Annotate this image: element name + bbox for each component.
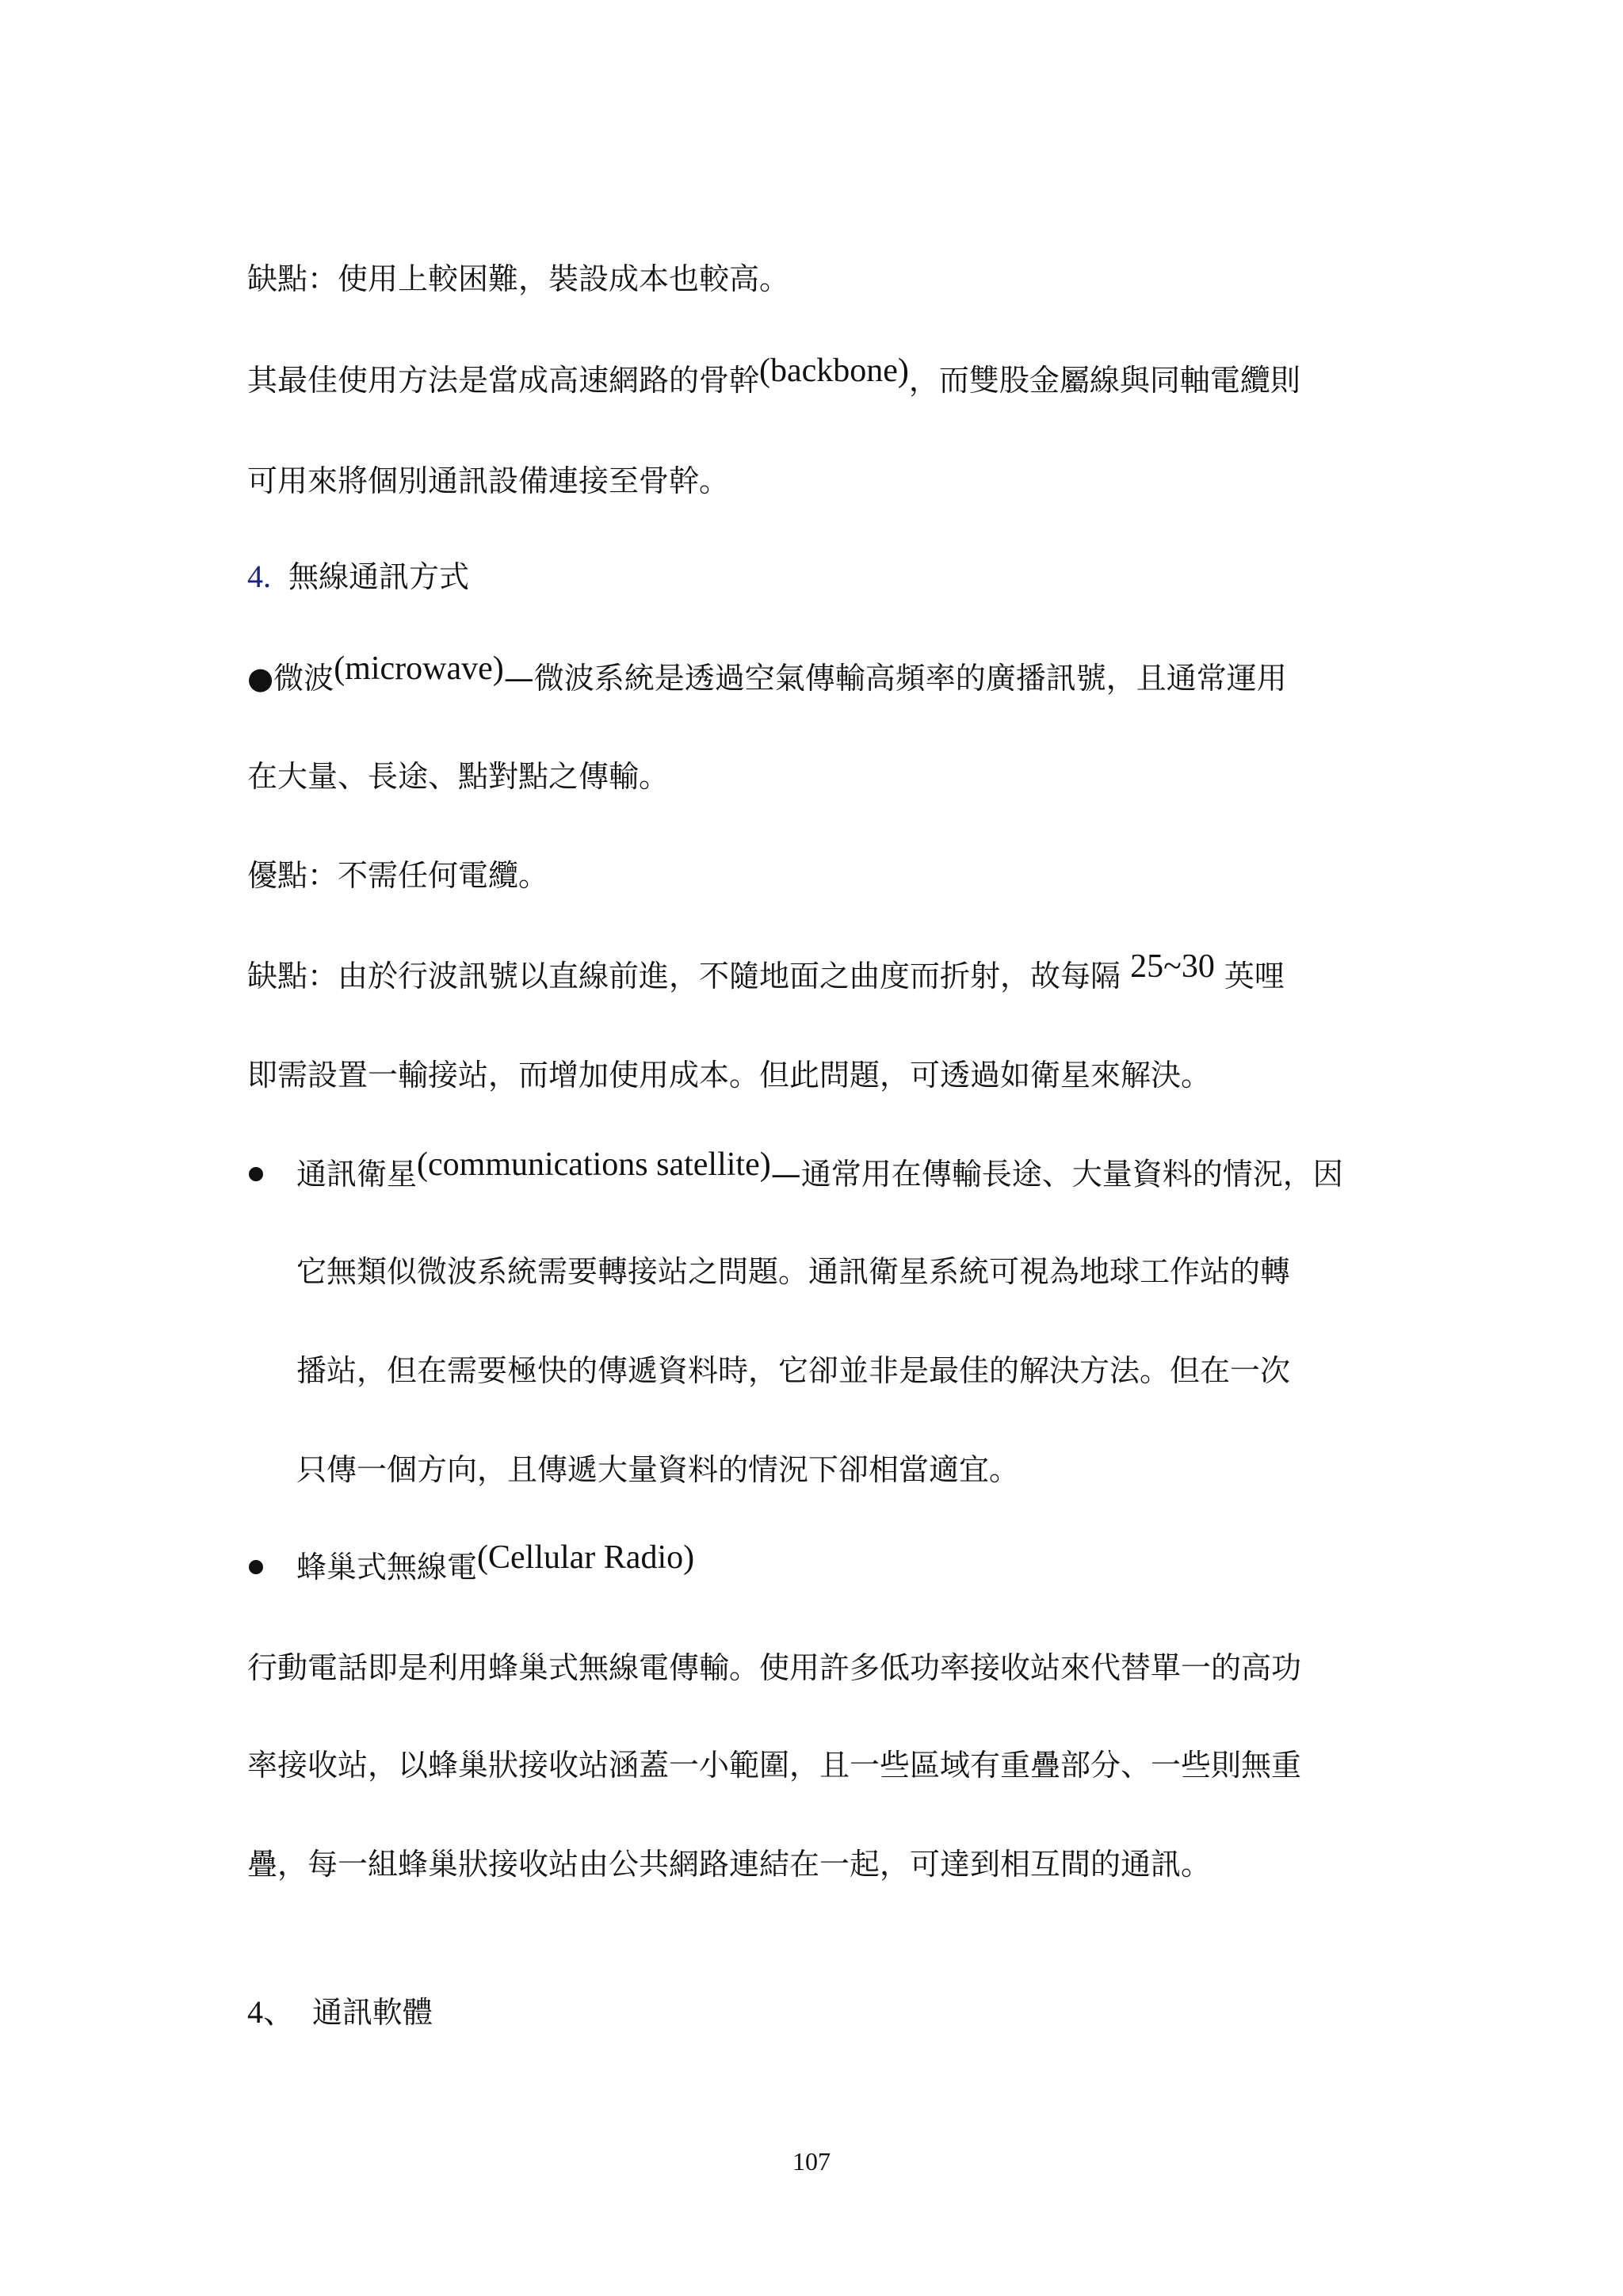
- text: 即需設置一輸接站，而增加使用成本。但此問題，可透過如衛星來解決。: [247, 1058, 1212, 1093]
- text: 優點：不需任何電纜。: [247, 858, 549, 893]
- section-number: 4、: [247, 1994, 295, 2030]
- text: ，而雙股金屬線與同軸電纜則: [908, 363, 1300, 398]
- bullet-dot: [249, 1560, 263, 1574]
- bullet-line: [296, 1539, 695, 1591]
- text: —微波系統是透過空氣傳輸高頻率的廣播訊號，且通常運用: [503, 661, 1287, 696]
- paragraph-line: [247, 852, 548, 899]
- english-term: (microwave): [334, 650, 504, 687]
- paragraph-line: [247, 1741, 1301, 1789]
- section-number: 4.: [247, 559, 271, 594]
- text: 缺點：使用上較困難，裝設成本也較高。: [247, 261, 790, 296]
- text: 通訊衛星: [296, 1157, 418, 1192]
- text: 其最佳使用方法是當成高速網路的骨幹: [247, 363, 760, 398]
- paragraph-line: [247, 753, 669, 800]
- bullet-line: [247, 650, 1287, 702]
- text: 疊，每一組蜂巢狀接收站由公共網路連結在一起，可達到相互間的通訊。: [247, 1847, 1212, 1882]
- paragraph-line: [247, 1644, 1301, 1691]
- text: 可用來將個別通訊設備連接至骨幹。: [247, 463, 730, 498]
- english-term: (Cellular Radio): [477, 1539, 695, 1576]
- paragraph-line: [247, 255, 789, 303]
- text: 蜂巢式無線電: [296, 1550, 478, 1585]
- bullet: ●: [247, 661, 274, 696]
- english-term: (backbone): [759, 353, 909, 389]
- text: 在大量、長途、點對點之傳輸。: [247, 759, 670, 794]
- text: 英哩: [1214, 959, 1285, 994]
- text: 播站，但在需要極快的傳遞資料時，它卻並非是最佳的解決方法。但在一次: [296, 1353, 1291, 1388]
- paragraph-line: [296, 1446, 1019, 1493]
- paragraph-line: [247, 1051, 1211, 1099]
- section-title: 無線通訊方式: [288, 559, 470, 594]
- text: 它無類似微波系統需要轉接站之問題。通訊衛星系統可視為地球工作站的轉: [296, 1254, 1291, 1289]
- english-term: (communications satellite): [417, 1146, 771, 1183]
- text: 率接收站，以蜂巢狀接收站涵蓋一小範圍，且一些區域有重疊部分、一些則無重: [247, 1748, 1302, 1783]
- bullet-line: [296, 1146, 1343, 1198]
- section-heading: [247, 553, 469, 601]
- bullet-dot: [249, 1167, 263, 1181]
- number-range: 25~30: [1130, 948, 1215, 985]
- paragraph-line: [296, 1248, 1290, 1295]
- text: 行動電話即是利用蜂巢式無線電傳輸。使用許多低功率接收站來代替單一的高功: [247, 1650, 1302, 1685]
- paragraph-line: [296, 1347, 1290, 1394]
- text: 只傳一個方向，且傳遞大量資料的情況下卻相當適宜。: [296, 1452, 1020, 1487]
- paragraph-line: [247, 457, 729, 505]
- text: 缺點：由於行波訊號以直線前進，不隨地面之曲度而折射，故每隔: [247, 959, 1131, 994]
- section-title: 通訊軟體: [312, 1995, 433, 2030]
- text: 微波: [273, 661, 334, 696]
- text: —通常用在傳輸長途、大量資料的情況，因: [770, 1157, 1343, 1192]
- paragraph-line: [247, 948, 1285, 1000]
- paragraph-line: [247, 1840, 1211, 1888]
- paragraph-line: [247, 353, 1300, 404]
- section-heading: [247, 1989, 433, 2036]
- page-number: 107: [792, 2147, 831, 2176]
